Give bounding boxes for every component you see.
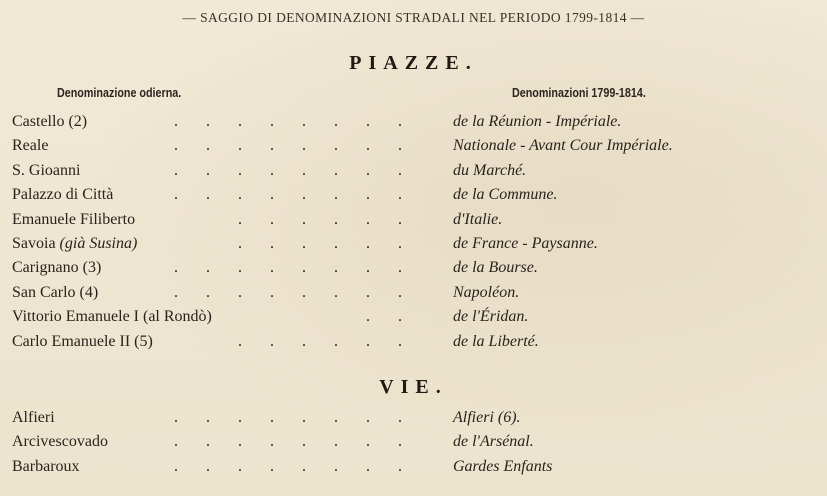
leader-dot: . (270, 283, 274, 301)
leader-dot: . (398, 234, 402, 252)
leader-dot: . (366, 308, 370, 326)
dot-leaders (162, 208, 422, 232)
leader-dot: . (270, 210, 274, 228)
leader-dot: . (302, 210, 306, 228)
leader-dot: . (302, 137, 306, 155)
piazze-list (12, 110, 812, 354)
leader-dot: . (398, 210, 402, 228)
dot-leaders (162, 134, 422, 158)
leader-dot: . (238, 259, 242, 277)
list-item (12, 110, 812, 134)
old-name: d'Italie. (453, 210, 503, 228)
leader-dot: . (398, 137, 402, 155)
leader-dot: . (302, 161, 306, 179)
leader-dot: . (366, 137, 370, 155)
vie-list (12, 406, 812, 479)
modern-name: Alfieri (12, 409, 55, 426)
leader-dot: . (238, 332, 242, 350)
leader-dot: . (270, 259, 274, 277)
leader-dot: . (270, 234, 274, 252)
leader-dot: . (334, 409, 338, 426)
leader-dot: . (238, 457, 242, 475)
list-item (12, 455, 812, 479)
leader-dot: . (302, 332, 306, 350)
leader-dot: . (302, 433, 306, 451)
leader-dot: . (334, 457, 338, 475)
running-header: — SAGGIO DI DENOMINAZIONI STRADALI NEL PERIODO 1799-1814 — (182, 10, 645, 25)
leader-dot: . (366, 259, 370, 277)
leader-dot: . (174, 113, 178, 130)
modern-name: Savoia (già Susina) (12, 234, 138, 252)
leader-dot: . (238, 210, 242, 228)
modern-name: Palazzo di Città (12, 186, 114, 204)
leader-dot: . (334, 433, 338, 451)
modern-name: Barbaroux (12, 457, 80, 475)
leader-dot: . (366, 283, 370, 301)
dot-leaders (162, 232, 422, 256)
leader-dot: . (270, 113, 274, 130)
leader-dot: . (302, 283, 306, 301)
list-item (12, 430, 812, 454)
leader-dot: . (398, 332, 402, 350)
leader-dot: . (206, 409, 210, 426)
old-name: de l'Éridan. (453, 308, 529, 326)
leader-dot: . (398, 161, 402, 179)
old-name: Nationale - Avant Cour Impériale. (453, 137, 673, 155)
modern-name: S. Gioanni (12, 161, 81, 179)
leader-dot: . (398, 457, 402, 475)
leader-dot: . (238, 137, 242, 155)
dot-leaders (162, 455, 422, 479)
leader-dot: . (238, 433, 242, 451)
leader-dot: . (334, 332, 338, 350)
leader-dot: . (334, 210, 338, 228)
leader-dot: . (270, 186, 274, 204)
leader-dot: . (398, 409, 402, 426)
list-item (12, 159, 812, 183)
list-item (12, 281, 812, 305)
leader-dot: . (334, 186, 338, 204)
old-name: de la Liberté. (453, 332, 539, 350)
leader-dot: . (398, 283, 402, 301)
leader-dot: . (174, 433, 178, 451)
leader-dot: . (302, 409, 306, 426)
modern-name: San Carlo (4) (12, 283, 99, 301)
leader-dot: . (238, 409, 242, 426)
old-name: Alfieri (6). (453, 409, 521, 426)
leader-dot: . (366, 332, 370, 350)
old-name: du Marché. (453, 161, 527, 179)
leader-dot: . (238, 234, 242, 252)
leader-dot: . (334, 137, 338, 155)
leader-dot: . (302, 457, 306, 475)
leader-dot: . (334, 161, 338, 179)
old-name: de la Réunion - Impériale. (453, 113, 622, 130)
modern-name: Emanuele Filiberto (12, 210, 136, 228)
leader-dot: . (270, 161, 274, 179)
leader-dot: . (302, 186, 306, 204)
leader-dot: . (270, 332, 274, 350)
leader-dot: . (206, 259, 210, 277)
section-title-vie: VIE. (379, 376, 448, 398)
list-item (12, 208, 812, 232)
column-header-old: Denominazioni 1799-1814. (512, 86, 646, 100)
leader-dot: . (398, 308, 402, 326)
leader-dot: . (302, 259, 306, 277)
old-name: de France - Paysanne. (453, 234, 598, 252)
dot-leaders (162, 159, 422, 183)
list-item (12, 330, 812, 354)
leader-dot: . (366, 234, 370, 252)
leader-dot: . (174, 409, 178, 426)
leader-dot: . (302, 234, 306, 252)
modern-name: Castello (2) (12, 113, 88, 130)
leader-dot: . (206, 161, 210, 179)
leader-dot: . (366, 186, 370, 204)
leader-dot: . (206, 113, 210, 130)
leader-dot: . (270, 409, 274, 426)
modern-name: Carignano (3) (12, 259, 102, 277)
modern-name: Arcivescovado (12, 433, 108, 451)
column-header-modern: Denominazione odierna. (57, 86, 182, 100)
leader-dot: . (366, 113, 370, 130)
dot-leaders (162, 256, 422, 280)
leader-dot: . (174, 137, 178, 155)
list-item (12, 406, 812, 430)
leader-dot: . (398, 113, 402, 130)
list-item (12, 256, 812, 280)
leader-dot: . (398, 433, 402, 451)
dot-leaders (162, 305, 422, 329)
leader-dot: . (270, 433, 274, 451)
list-item (12, 134, 812, 158)
leader-dot: . (174, 283, 178, 301)
section-title-piazze: PIAZZE. (349, 52, 478, 74)
leader-dot: . (366, 409, 370, 426)
leader-dot: . (270, 137, 274, 155)
leader-dot: . (366, 457, 370, 475)
old-name: de la Bourse. (453, 259, 538, 277)
leader-dot: . (206, 433, 210, 451)
leader-dot: . (334, 113, 338, 130)
leader-dot: . (366, 161, 370, 179)
leader-dot: . (366, 433, 370, 451)
dot-leaders (162, 430, 422, 454)
old-name: Gardes Enfants (453, 457, 553, 475)
leader-dot: . (174, 161, 178, 179)
leader-dot: . (334, 234, 338, 252)
leader-dot: . (398, 186, 402, 204)
leader-dot: . (206, 137, 210, 155)
dot-leaders (162, 110, 422, 134)
modern-name-note: (già Susina) (59, 234, 138, 252)
old-name: Napoléon. (453, 283, 520, 301)
leader-dot: . (174, 186, 178, 204)
leader-dot: . (206, 186, 210, 204)
leader-dot: . (238, 186, 242, 204)
leader-dot: . (174, 457, 178, 475)
leader-dot: . (270, 457, 274, 475)
dot-leaders (162, 281, 422, 305)
leader-dot: . (334, 259, 338, 277)
leader-dot: . (238, 161, 242, 179)
list-item (12, 183, 812, 207)
dot-leaders (162, 183, 422, 207)
modern-name: Carlo Emanuele II (5) (12, 332, 153, 350)
leader-dot: . (238, 113, 242, 130)
dot-leaders (162, 406, 422, 430)
list-item (12, 305, 812, 329)
leader-dot: . (398, 259, 402, 277)
leader-dot: . (334, 283, 338, 301)
modern-name: Vittorio Emanuele I (al Rondò) (12, 308, 212, 326)
list-item (12, 232, 812, 256)
old-name: de l'Arsénal. (453, 433, 534, 451)
leader-dot: . (238, 283, 242, 301)
old-name: de la Commune. (453, 186, 558, 204)
leader-dot: . (302, 113, 306, 130)
leader-dot: . (174, 259, 178, 277)
modern-name: Reale (12, 137, 49, 155)
leader-dot: . (206, 283, 210, 301)
leader-dot: . (206, 457, 210, 475)
dot-leaders (162, 330, 422, 354)
leader-dot: . (366, 210, 370, 228)
